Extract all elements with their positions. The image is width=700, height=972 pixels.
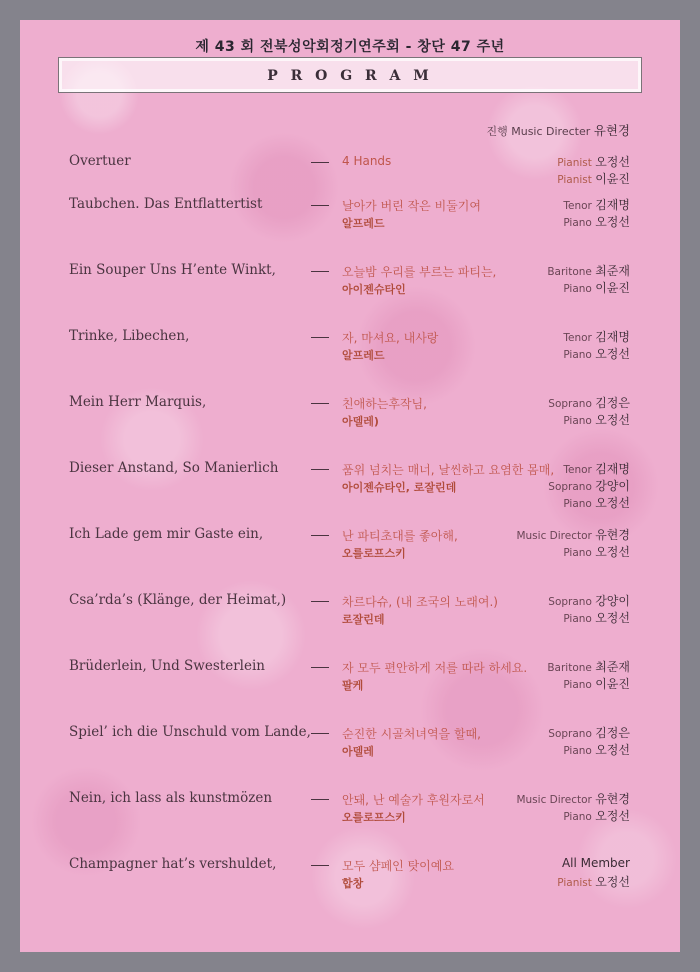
performer-name: 오정선 bbox=[595, 743, 630, 757]
performer-name: 오정선 bbox=[595, 545, 630, 559]
program-item-9 bbox=[20, 658, 680, 710]
program-item-4 bbox=[20, 328, 680, 380]
performer-name: 김재명 bbox=[595, 330, 630, 344]
performer-role: Pianist bbox=[557, 174, 592, 186]
performer-name: 김정은 bbox=[595, 396, 630, 410]
performer bbox=[563, 411, 630, 428]
performer-name: 김정은 bbox=[595, 726, 630, 740]
korean-title: 난 파티초대를 좋아해, bbox=[342, 529, 458, 543]
performer-name: 이윤진 bbox=[595, 172, 630, 186]
song-title: Overtuer bbox=[69, 153, 131, 169]
performer-role: Pianist bbox=[557, 877, 592, 889]
character-name: 아이젠슈타인, 로잘린데 bbox=[342, 481, 457, 494]
performer-name: 오정선 bbox=[595, 413, 630, 427]
performer-name: 오정선 bbox=[595, 347, 630, 361]
performer bbox=[563, 460, 630, 477]
program-item-10 bbox=[20, 724, 680, 776]
dash-divider bbox=[311, 403, 329, 404]
dash-divider bbox=[311, 601, 329, 602]
korean-title: 모두 샴페인 탓이예요 bbox=[342, 859, 454, 873]
performer-role: Piano bbox=[563, 349, 592, 361]
character-name: 알프레드 bbox=[342, 349, 385, 362]
director-role: 진행 Music Directer bbox=[486, 125, 591, 138]
performer bbox=[548, 724, 630, 741]
performer bbox=[563, 494, 630, 511]
performer-name: 강양이 bbox=[595, 594, 630, 608]
korean-title: 안돼, 난 예술가 후원자로서 bbox=[342, 793, 485, 807]
performer-role: Piano bbox=[563, 283, 592, 295]
character-name: 오를로프스키 bbox=[342, 547, 406, 560]
performer-name: 오정선 bbox=[595, 496, 630, 510]
performer-role: Tenor bbox=[563, 200, 592, 212]
dash-divider bbox=[311, 271, 329, 272]
performer-name: 오정선 bbox=[595, 875, 630, 889]
performer bbox=[563, 279, 630, 296]
director-name: 유현경 bbox=[593, 123, 630, 138]
performer-role: Piano bbox=[563, 745, 592, 757]
program-item-3 bbox=[20, 262, 680, 314]
program-item-2 bbox=[20, 196, 680, 248]
program-label: P R O G R A M bbox=[267, 68, 433, 84]
korean-title: 자 모두 편안하게 저를 따라 하세요. bbox=[342, 661, 528, 675]
performer bbox=[557, 170, 630, 187]
performer-role: Pianist bbox=[557, 157, 592, 169]
korean-title: 날아가 버린 작은 비둘기여 bbox=[342, 199, 481, 213]
performer-role: Piano bbox=[563, 498, 592, 510]
dash-divider bbox=[311, 535, 329, 536]
dash-divider bbox=[311, 667, 329, 668]
performer-name: 김재명 bbox=[595, 198, 630, 212]
performer-name: 이윤진 bbox=[595, 281, 630, 295]
korean-title: 자, 마셔요, 내사랑 bbox=[342, 331, 439, 345]
performer-role: Soprano bbox=[548, 596, 592, 608]
program-sheet bbox=[20, 20, 680, 952]
music-director bbox=[486, 121, 630, 139]
song-title: Mein Herr Marquis, bbox=[69, 394, 207, 410]
performer-role: Piano bbox=[563, 415, 592, 427]
performer bbox=[563, 345, 630, 362]
dash-divider bbox=[311, 469, 329, 470]
character-name: 로잘린데 bbox=[342, 613, 385, 626]
performer-name: 오정선 bbox=[595, 155, 630, 169]
performer-name: 오정선 bbox=[595, 809, 630, 823]
concert-title: 제 43 회 전북성악회정기연주회 - 창단 47 주년 bbox=[195, 39, 505, 55]
korean-title: 친애하는후작님, bbox=[342, 397, 427, 411]
performer-role: Piano bbox=[563, 613, 592, 625]
performer-role: Tenor bbox=[563, 332, 592, 344]
song-title: Nein, ich lass als kunstmözen bbox=[69, 790, 273, 806]
performer bbox=[563, 213, 630, 230]
performer bbox=[547, 658, 630, 675]
performer-name: 유현경 bbox=[595, 528, 630, 542]
performer bbox=[563, 543, 630, 560]
performer bbox=[563, 328, 630, 345]
song-title: Spiel’ ich die Unschuld vom Lande, bbox=[69, 724, 311, 740]
song-title: Trinke, Libechen, bbox=[69, 328, 190, 344]
dash-divider bbox=[311, 799, 329, 800]
song-title: Champagner hat’s vershuldet, bbox=[69, 856, 277, 872]
performer bbox=[516, 790, 630, 807]
song-title: Csa’rda’s (Klänge, der Heimat,) bbox=[69, 592, 287, 608]
performer bbox=[548, 477, 630, 494]
character-name: 아델레 bbox=[342, 745, 374, 758]
program-banner bbox=[58, 57, 642, 93]
program-item-12 bbox=[20, 856, 680, 908]
character-name: 합창 bbox=[342, 877, 364, 890]
character-name: 오를로프스키 bbox=[342, 811, 406, 824]
performer bbox=[563, 807, 630, 824]
performer bbox=[563, 196, 630, 213]
performer-role: Soprano bbox=[548, 728, 592, 740]
performer-role: Baritone bbox=[547, 266, 592, 278]
korean-title: 순진한 시골처녀역을 할때, bbox=[342, 727, 481, 741]
performer bbox=[563, 675, 630, 692]
performer-role: Music Director bbox=[516, 794, 592, 806]
performer-role: Piano bbox=[563, 547, 592, 559]
program-item-11 bbox=[20, 790, 680, 842]
program-item-5 bbox=[20, 394, 680, 446]
song-title: Ein Souper Uns H’ente Winkt, bbox=[69, 262, 276, 278]
korean-title: 차르다슈, (내 조국의 노래여.) bbox=[342, 595, 498, 609]
performer-name: 최준재 bbox=[595, 264, 630, 278]
dash-divider bbox=[311, 205, 329, 206]
performer-role: Baritone bbox=[547, 662, 592, 674]
performer bbox=[547, 262, 630, 279]
performer-role: All Member bbox=[561, 856, 630, 870]
performer-role: Music Director bbox=[516, 530, 592, 542]
performer-role: Soprano bbox=[548, 481, 592, 493]
character-name: 아이젠슈타인 bbox=[342, 283, 406, 296]
dash-divider bbox=[311, 162, 329, 163]
dash-divider bbox=[311, 733, 329, 734]
song-title: Brüderlein, Und Swesterlein bbox=[69, 658, 265, 674]
program-item-7 bbox=[20, 526, 680, 578]
performer-name: 오정선 bbox=[595, 611, 630, 625]
korean-title: 4 Hands bbox=[342, 154, 392, 168]
performer bbox=[562, 856, 630, 870]
performer bbox=[563, 609, 630, 626]
performer-role: Tenor bbox=[563, 464, 592, 476]
performer-name: 오정선 bbox=[595, 215, 630, 229]
song-title: Dieser Anstand, So Manierlich bbox=[69, 460, 279, 476]
performer-role: Piano bbox=[563, 811, 592, 823]
korean-title: 오늘밤 우리를 부르는 파티는, bbox=[342, 265, 497, 279]
performer bbox=[557, 873, 630, 890]
performer-name: 강양이 bbox=[595, 479, 630, 493]
character-name: 알프레드 bbox=[342, 217, 385, 230]
performer bbox=[557, 153, 630, 170]
performer bbox=[548, 394, 630, 411]
program-item-8 bbox=[20, 592, 680, 644]
program-item-6 bbox=[20, 460, 680, 512]
performer-role: Piano bbox=[563, 217, 592, 229]
performer-role: Soprano bbox=[548, 398, 592, 410]
character-name: 팔케 bbox=[342, 679, 364, 692]
song-title: Ich Lade gem mir Gaste ein, bbox=[69, 526, 264, 542]
character-name: 아델레) bbox=[342, 415, 379, 428]
korean-title: 품위 넘치는 매너, 날씬하고 요염한 몸매, bbox=[342, 463, 555, 477]
performer bbox=[516, 526, 630, 543]
dash-divider bbox=[311, 337, 329, 338]
dash-divider bbox=[311, 865, 329, 866]
performer-name: 최준재 bbox=[595, 660, 630, 674]
performer-name: 이윤진 bbox=[595, 677, 630, 691]
performer-name: 김재명 bbox=[595, 462, 630, 476]
performer bbox=[563, 741, 630, 758]
song-title: Taubchen. Das Entflattertist bbox=[69, 196, 263, 212]
performer-name: 유현경 bbox=[595, 792, 630, 806]
performer-role: Piano bbox=[563, 679, 592, 691]
performer bbox=[548, 592, 630, 609]
